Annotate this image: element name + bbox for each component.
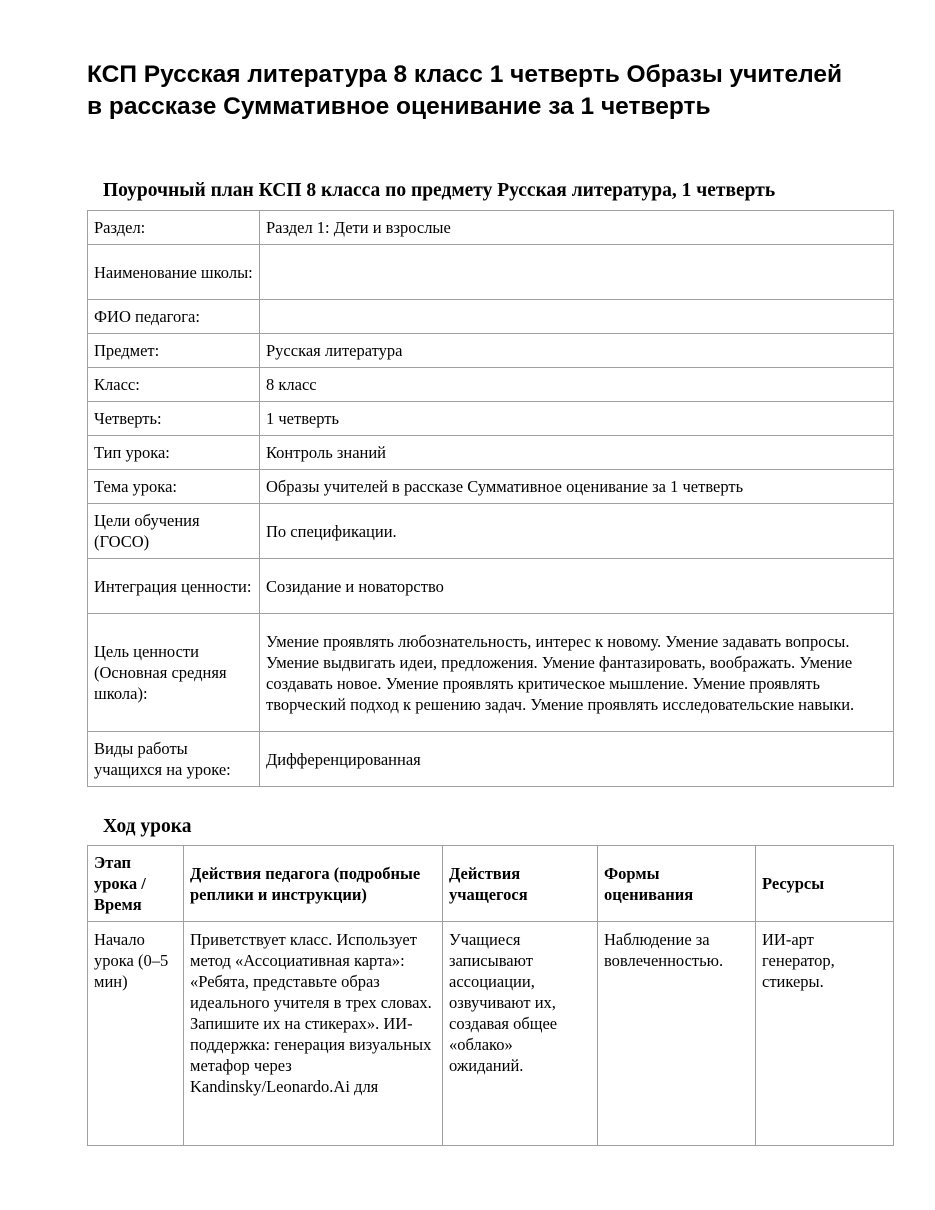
column-header-stage: Этап урока / Время [88,846,184,922]
plan-row-quarter [88,402,894,436]
plan-value: По спецификации. [260,504,894,559]
teacher-actions-cell: Приветствует класс. Использует метод «Ассоциативная карта»: «Ребята, представьте образ идеального учителя в трех словах. Запишите их на стикерах». ИИ-поддержка: генерация визуальных метафор через Kandinsky/Leonardo.Ai для [184,922,443,1146]
plan-label: Виды работы учащихся на уроке: [88,732,260,787]
plan-value: Дифференцированная [260,732,894,787]
plan-row-values [88,559,894,614]
plan-value: Созидание и новаторство [260,559,894,614]
column-header-assessment: Формы оценивания [598,846,756,922]
plan-label: ФИО педагога: [88,300,260,334]
plan-value: Раздел 1: Дети и взрослые [260,211,894,245]
plan-label: Интеграция ценности: [88,559,260,614]
column-header-student-actions: Действия учащегося [443,846,598,922]
plan-value: 8 класс [260,368,894,402]
plan-value: Русская литература [260,334,894,368]
assessment-cell: Наблюдение за вовлеченностью. [598,922,756,1146]
plan-row-subject [88,334,894,368]
plan-row-work-types [88,732,894,787]
plan-value [260,300,894,334]
plan-label: Цели обучения (ГОСО) [88,504,260,559]
plan-row-school [88,245,894,300]
plan-row-goals [88,504,894,559]
plan-value: 1 четверть [260,402,894,436]
plan-value: Образы учителей в рассказе Суммативное оценивание за 1 четверть [260,470,894,504]
plan-label: Класс: [88,368,260,402]
plan-row-lesson-type [88,436,894,470]
stage-cell: Начало урока (0–5 мин) [88,922,184,1146]
resources-cell: ИИ-арт генератор, стикеры. [756,922,894,1146]
student-actions-cell: Учащиеся записывают ассоциации, озвучивают их, создавая общее «облако» ожиданий. [443,922,598,1146]
column-header-resources: Ресурсы [756,846,894,922]
plan-row-section [88,211,894,245]
plan-value: Контроль знаний [260,436,894,470]
plan-row-topic [88,470,894,504]
plan-heading: Поурочный план КСП 8 класса по предмету Русская литература, 1 четверть [103,180,776,201]
plan-row-grade [88,368,894,402]
document-title: КСП Русская литература 8 класс 1 четверть Образы учителей в рассказе Суммативное оценивание за 1 четверть [87,61,843,120]
plan-value [260,245,894,300]
lesson-plan-table [87,210,894,787]
table-row [88,922,894,1146]
plan-label: Предмет: [88,334,260,368]
plan-label: Наименование школы: [88,245,260,300]
plan-label: Цель ценности (Основная средняя школа): [88,614,260,732]
column-header-teacher-actions: Действия педагога (подробные реплики и инструкции) [184,846,443,922]
lesson-header-row [88,846,894,922]
plan-row-teacher [88,300,894,334]
lesson-progress-table [87,845,894,1146]
plan-value: Умение проявлять любознательность, интерес к новому. Умение задавать вопросы. Умение выдвигать идеи, предложения. Умение фантазировать, воображать. Умение создавать новое. Умение проявлять критическое мышление. Умение проявлять творческий подход к решению задач. Умение проявлять исследовательские навыки. [260,614,894,732]
plan-row-value-goal [88,614,894,732]
plan-label: Четверть: [88,402,260,436]
plan-label: Раздел: [88,211,260,245]
plan-label: Тип урока: [88,436,260,470]
lesson-progress-heading: Ход урока [103,816,192,837]
plan-label: Тема урока: [88,470,260,504]
